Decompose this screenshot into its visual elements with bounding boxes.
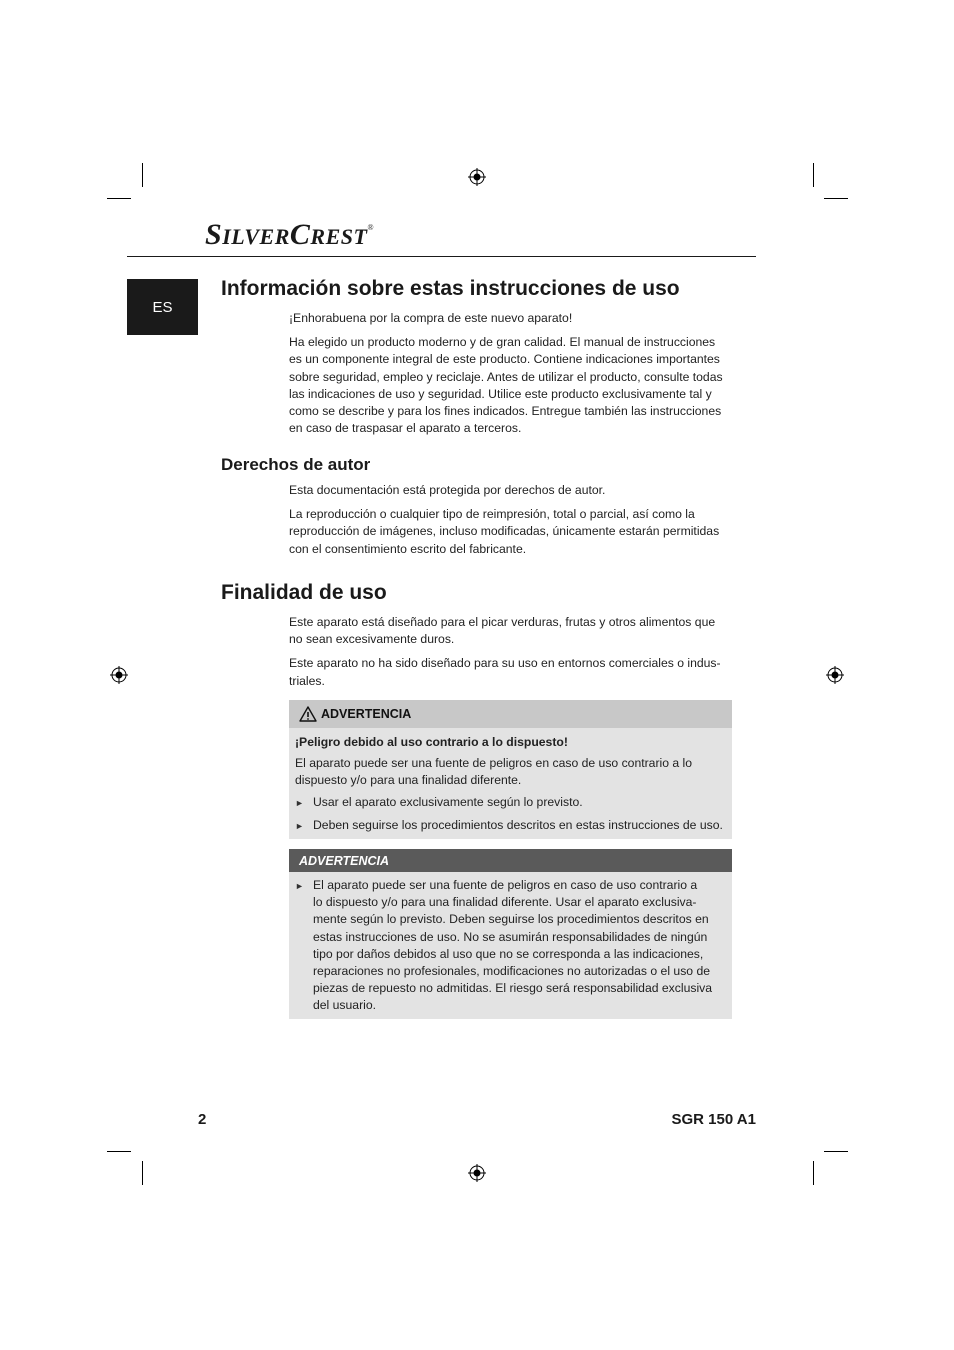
registration-mark-icon [468,1164,486,1182]
section-title: Información sobre estas instrucciones de uso [221,277,680,300]
paragraph: La reproducción o cualquier tipo de reimpresión, total o parcial, así como la reproducción de imágenes, incluso modificadas, únicamente estarán permitidas con el consentimiento escrito del fabricante. [289,507,720,556]
bullet-arrow-icon: ► [295,797,304,808]
warning-box [289,849,732,1019]
warning-subtitle: ¡Peligro debido al uso contrario a lo dispuesto! [295,735,568,749]
warning-body [289,728,732,839]
section-body [289,614,739,690]
paragraph: Esta documentación está protegida por derechos de autor. [289,483,606,497]
warning-header-label: ADVERTENCIA [321,707,412,721]
registration-mark-icon [826,666,844,684]
language-tab [127,279,198,335]
crop-mark [142,1161,143,1185]
warning-triangle-icon [299,706,317,722]
section-subtitle: Derechos de autor [221,455,371,474]
header-rule [127,256,756,257]
paragraph: El aparato puede ser una fuente de peligros en caso de uso contrario a lo dispuesto y/o para una finalidad diferente. [295,756,693,788]
list-item: ► El aparato puede ser una fuente de peligros en caso de uso contrario a lo dispuesto y/o para una finalidad diferente. Usar el aparato exclusiva- mente según lo previsto. Deben seguirse los procedimientos descritos en estas instrucciones de uso. No se asumirán responsabilidades de ningún tipo por daños debidos al uso que no se corresponda a las indicaciones, reparaciones no profesionales, modificaciones no autorizadas o el uso de piezas de repuesto no admitidas. El riesgo será responsabilidad exclusiva del usuario. [295,877,724,1015]
section-title: Finalidad de uso [221,581,387,604]
paragraph: Este aparato no ha sido diseñado para su uso en entornos comerciales o indus- triales. [289,656,721,688]
registration-mark-icon [110,666,128,684]
warning-header-label: ADVERTENCIA [299,853,390,868]
bullet-arrow-icon: ► [295,820,304,831]
section-body [289,310,739,437]
warning-header [289,849,732,872]
warning-body [289,872,732,1019]
list-item: ► Usar el aparato exclusivamente según lo previsto. [295,794,724,812]
crop-mark [824,1151,848,1152]
list-item: ► Deben seguirse los procedimientos descritos en estas instrucciones de uso. [295,817,724,835]
model-number: SGR 150 A1 [671,1111,756,1128]
paragraph: Ha elegido un producto moderno y de gran calidad. El manual de instrucciones es un componente integral de este producto. Contiene indicaciones importantes sobre seguridad, empleo y reciclaje. Antes de utilizar el producto, consulte todas las indicaciones de uso y seguridad. Utilice este producto exclusivamente tal y como se describe y para los fines indicados. Entregue también las instrucciones en caso de traspasar el aparato a terceros. [289,335,723,436]
crop-mark [813,163,814,187]
paragraph: ¡Enhorabuena por la compra de este nuevo aparato! [289,311,573,325]
crop-mark [824,198,848,199]
warning-box [289,700,732,839]
bullet-arrow-icon: ► [295,881,304,891]
section-body [289,482,739,558]
language-tab-label: ES [152,298,173,316]
brand-logo: SILVERCREST® [205,218,375,251]
crop-mark [142,163,143,187]
page-number: 2 [198,1111,207,1128]
crop-mark [107,198,131,199]
registration-mark-icon [468,168,486,186]
crop-mark [107,1151,131,1152]
warning-header [289,700,732,728]
paragraph: Este aparato está diseñado para el picar verduras, frutas y otros alimentos que no sean excesivamente duros. [289,615,716,647]
crop-mark [813,1161,814,1185]
